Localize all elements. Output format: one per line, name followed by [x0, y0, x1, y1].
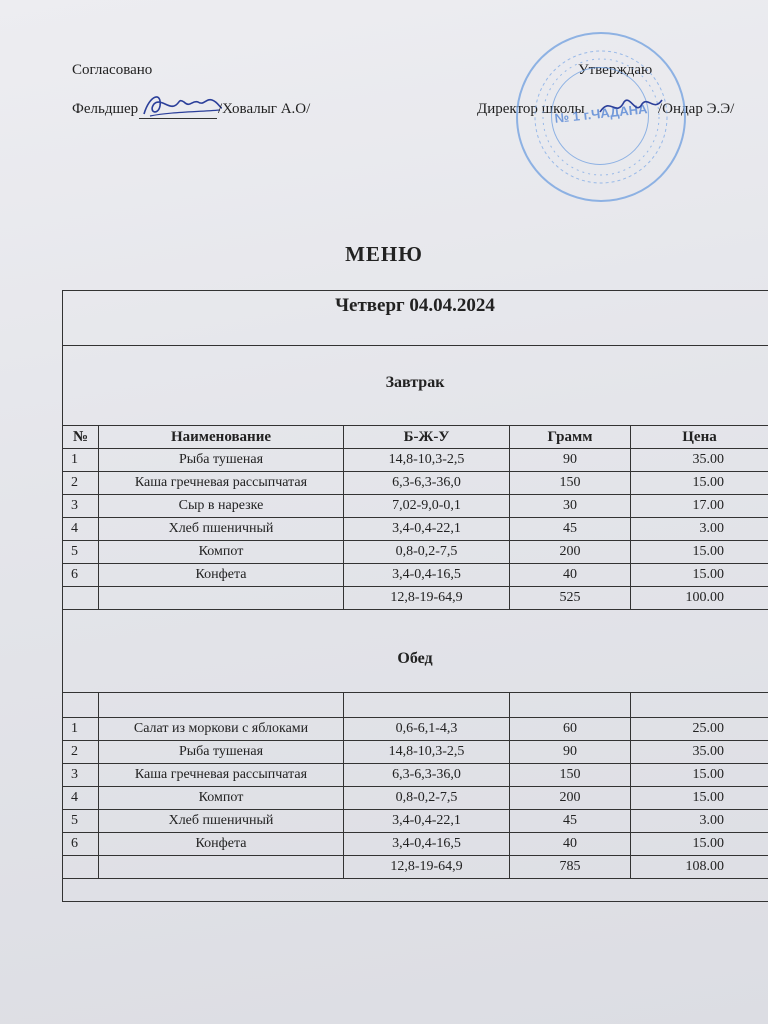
cell-bju: 0,8-0,2-7,5: [344, 541, 510, 564]
total-grams: 525: [510, 587, 631, 610]
cell-num: 1: [63, 449, 99, 472]
breakfast-title: Завтрак: [385, 374, 445, 391]
cell-grams: 30: [510, 495, 631, 518]
lunch-table: [62, 692, 768, 879]
cell-empty: [63, 693, 99, 718]
cell-price: 15.00: [631, 472, 768, 495]
day-title: Четверг 04.04.2024: [335, 295, 495, 316]
cell-name: Рыба тушеная: [99, 449, 344, 472]
cell-num: 5: [63, 541, 99, 564]
cell-bju: 3,4-0,4-22,1: [344, 518, 510, 541]
cell-bju: 3,4-0,4-22,1: [344, 810, 510, 833]
cell-name: Каша гречневая рассыпчатая: [99, 764, 344, 787]
cell-num: 4: [63, 787, 99, 810]
cell-name: Компот: [99, 541, 344, 564]
total-grams: 785: [510, 856, 631, 879]
cell-num: 1: [63, 718, 99, 741]
cell-bju: 0,8-0,2-7,5: [344, 787, 510, 810]
cell-bju: 6,3-6,3-36,0: [344, 472, 510, 495]
cell-empty: [631, 693, 768, 718]
cell-grams: 200: [510, 541, 631, 564]
total-bju: 12,8-19-64,9: [344, 587, 510, 610]
cell-grams: 40: [510, 564, 631, 587]
cell-grams: 90: [510, 741, 631, 764]
cell-price: 15.00: [631, 541, 768, 564]
col-price: Цена: [631, 426, 768, 449]
director-name: /Ондар Э.Э/: [658, 101, 735, 117]
cell-price: 25.00: [631, 718, 768, 741]
table-header-row: [63, 426, 768, 449]
cell-grams: 40: [510, 833, 631, 856]
cell-empty: [344, 693, 510, 718]
lunch-title: Обед: [397, 650, 433, 667]
table-row: [63, 518, 768, 541]
cell-grams: 200: [510, 787, 631, 810]
cell-empty: [99, 693, 344, 718]
cell-price: 3.00: [631, 810, 768, 833]
cell-name: Сыр в нарезке: [99, 495, 344, 518]
table-row: [63, 495, 768, 518]
cell-price: 15.00: [631, 833, 768, 856]
table-row: [63, 741, 768, 764]
cell-price: 15.00: [631, 787, 768, 810]
table-row: [63, 810, 768, 833]
cell-grams: 60: [510, 718, 631, 741]
cell-num: 6: [63, 564, 99, 587]
stamp-number: № 1 г.ЧАДАНА: [553, 101, 649, 126]
cell-price: 3.00: [631, 518, 768, 541]
col-grams: Грамм: [510, 426, 631, 449]
cell-bju: 7,02-9,0-0,1: [344, 495, 510, 518]
cell-grams: 150: [510, 472, 631, 495]
table-row: [63, 472, 768, 495]
cell-name: Компот: [99, 787, 344, 810]
cell-price: 15.00: [631, 564, 768, 587]
cell-empty: [63, 856, 99, 879]
divider: [62, 345, 768, 346]
cell-num: 4: [63, 518, 99, 541]
col-name: Наименование: [99, 426, 344, 449]
cell-name: Конфета: [99, 833, 344, 856]
cell-num: 2: [63, 741, 99, 764]
director-signature: [596, 92, 666, 122]
total-bju: 12,8-19-64,9: [344, 856, 510, 879]
total-row: [63, 856, 768, 879]
cell-num: 6: [63, 833, 99, 856]
cell-num: 5: [63, 810, 99, 833]
total-price: 100.00: [631, 587, 768, 610]
medic-signature: [140, 88, 224, 124]
col-num: №: [63, 426, 99, 449]
director-prefix: Директор школы: [477, 101, 585, 117]
cell-grams: 150: [510, 764, 631, 787]
empty-header-row: [63, 693, 768, 718]
cell-price: 15.00: [631, 764, 768, 787]
medic-name: /Ховалыг А.О/: [218, 101, 311, 117]
cell-num: 3: [63, 764, 99, 787]
table-row: [63, 764, 768, 787]
cell-name: Каша гречневая рассыпчатая: [99, 472, 344, 495]
table-row: [63, 541, 768, 564]
cell-bju: 3,4-0,4-16,5: [344, 564, 510, 587]
table-row: [63, 787, 768, 810]
cell-name: Хлеб пшеничный: [99, 518, 344, 541]
cell-grams: 45: [510, 518, 631, 541]
cell-price: 35.00: [631, 449, 768, 472]
cell-num: 3: [63, 495, 99, 518]
agreed-label: Согласовано: [72, 62, 153, 78]
cell-name: Хлеб пшеничный: [99, 810, 344, 833]
table-row: [63, 718, 768, 741]
cell-bju: 0,6-6,1-4,3: [344, 718, 510, 741]
table-row: [63, 564, 768, 587]
cell-name: Рыба тушеная: [99, 741, 344, 764]
cell-name: Конфета: [99, 564, 344, 587]
cell-bju: 6,3-6,3-36,0: [344, 764, 510, 787]
cell-grams: 90: [510, 449, 631, 472]
approve-label: Утверждаю: [578, 62, 653, 78]
table-row: [63, 449, 768, 472]
total-price: 108.00: [631, 856, 768, 879]
cell-price: 17.00: [631, 495, 768, 518]
cell-bju: 3,4-0,4-16,5: [344, 833, 510, 856]
total-row: [63, 587, 768, 610]
medic-prefix: Фельдшер: [72, 101, 139, 117]
cell-name: Салат из моркови с яблоками: [99, 718, 344, 741]
cell-empty: [99, 587, 344, 610]
page-title: МЕНЮ: [345, 242, 423, 266]
breakfast-table: [62, 425, 768, 610]
cell-num: 2: [63, 472, 99, 495]
cell-bju: 14,8-10,3-2,5: [344, 741, 510, 764]
cell-empty: [63, 587, 99, 610]
cell-bju: 14,8-10,3-2,5: [344, 449, 510, 472]
cell-empty: [510, 693, 631, 718]
cell-empty: [99, 856, 344, 879]
cell-price: 35.00: [631, 741, 768, 764]
table-row: [63, 833, 768, 856]
cell-grams: 45: [510, 810, 631, 833]
col-bju: Б-Ж-У: [344, 426, 510, 449]
